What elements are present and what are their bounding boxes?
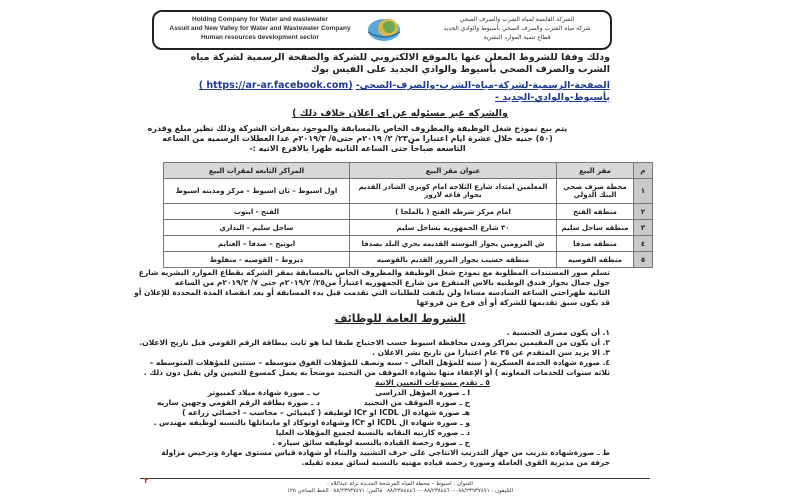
sale-notice-line: التاسعه صباحاً حتى الساعه الثانيه ظهرا بالافرع الاتيه :- (249, 144, 466, 153)
docs-title: ٥ ـ تقدم مسوغات التعيين الاتية (375, 378, 490, 387)
row-address: منطقه حسيب بجوار المرور القديم بالقوصيه (350, 252, 557, 268)
row-location: منطقه ساحل سليم (557, 220, 634, 236)
condition-item: ثلاثه سنوات للخدمات المعاونه ) أو الإعفاء منها بشهادة الموقف من التجنيد موضحاً به يعمل كمسوغ للتعيين ولن يقبل دون ذلك . (143, 368, 610, 377)
doc-item: حرفة من مديرية القوى العاملة وصوره رخصه قياده مهنيه بالنسبه لسائق معده ثقيله. (301, 458, 610, 467)
delivery-line: الثانيه ظهراحتي الساعه السادسه مساءا ولن يلتفت للطلبات التي تقدمت قبل بدء المسابقة أو بعد انقضاء المدة المحددة للإعلان أو (134, 288, 610, 297)
condition-item: ١. أن يكون مصرى الجنسية . (506, 328, 610, 337)
col-header-centers: المراكز التابعه لمقرات البيع (164, 163, 350, 179)
row-centers: ديروط – القوصيه - منفلوط (164, 252, 350, 268)
facebook-link-block (110, 80, 610, 104)
delivery-line: قد يكون سبق تقديمها للشركة أو أى فرع من فروعها (416, 298, 610, 307)
doc-item: ح ـ صورة رخصة القيادة بالنسبه لوظيفه سائق سياره . (272, 438, 470, 447)
page-number: ٢ (144, 476, 149, 485)
docs-pair-row (105, 398, 610, 408)
table-row (164, 179, 653, 204)
doc-item: هـ صورة شهاده ال ICDL او IC٣ لوظيفه ( كيميائي – محاسب – اخصائي زراعه ) (182, 408, 470, 417)
footer (100, 481, 700, 495)
delivery-line: جول جمال بجوار فندق الوطنيه بالاس المتفرع من شارع الجمهوريه اعتباراً من٢٥/ ٢٠١٩/٢م حتى ٧/ ٢٠١٩/٣م من الساعه (174, 278, 610, 287)
delivery-line: تسلم صور المستندات المطلوبة مع نموذج شغل الوظيفة والمظروف الخاص بالمسابقة بمقر الشركه بقطاع الموارد البشريه شارع (138, 268, 610, 277)
letterhead-english (160, 15, 360, 42)
col-header-number: م (634, 163, 653, 179)
sale-notice (105, 124, 610, 154)
sales-locations-table (163, 162, 653, 268)
general-conditions-list (105, 328, 610, 468)
facebook-url-link[interactable]: (https://ar-ar.facebook.com ) (198, 80, 353, 91)
docs-pair-row (105, 388, 610, 398)
letterhead (152, 10, 612, 50)
row-centers: الفتح - ابنوب (164, 204, 350, 220)
doc-item: ج ـ صوره الموقف من التجنيد (363, 398, 470, 407)
row-location: منطقه صدفا (557, 236, 634, 252)
condition-item: ٢. أن يكون من المقيمين بمراكز ومدن محافظة اسيوط حسب الاحتياج طبقا لما هو ثابت ببطاقة الرقم القومي قبل تاريخ الاعلان. (139, 338, 610, 347)
disclaimer: والشركه غير مسئوله عن اى اعلان خلاف ذلك ) (292, 108, 508, 119)
row-address: المعلمين امتداد شارع الثلاجه امام كوبري الشادر القديم بجوار قاعه لاروز (350, 179, 557, 204)
row-location: منطقه الفتح (557, 204, 634, 220)
row-number: ٢ (634, 204, 653, 220)
row-centers: اول اسيوط – ثان اسيوط – مركز ومدينه اسيوط (164, 179, 350, 204)
row-location: منطقه القوصيه (557, 252, 634, 268)
sale-notice-line: (٥٠) جنيه خلال عشرة ايام اعتبارا من٢٣/ ٢/ ٢٠١٩م حتى٥/ ٢٠١٩/٣م عدا العطلات الرسميه من الساعه (162, 134, 553, 143)
intro-line: الشرب والصرف الصحي بأسيوط والوادي الجديد على الفيس بوك (310, 64, 610, 75)
condition-item: ٤. صورة شهادة الخدمة العسكرية ( سنه للمؤهل العالي – سنه ونصف للمؤهلات الفوق متوسطه – سنتين للمؤهلات المتوسطه – (149, 358, 610, 367)
row-centers: ابوتيج – صدفا – الغنايم (164, 236, 350, 252)
row-location: محطة صرف صحي البنك الدولي (557, 179, 634, 204)
row-number: ٣ (634, 220, 653, 236)
doc-item: د ـ صورة بطاقه الرقم القومي وجهين ساريه (156, 398, 320, 407)
doc-item: ذ ـ صوره كارنيه النقابه بالنسبة لجميع المؤهلات العليا (275, 428, 470, 437)
table-header-row (164, 163, 653, 179)
letterhead-arabic (432, 15, 602, 42)
row-address: امام مركز شرطه الفتح ( بالملجا ) (350, 204, 557, 220)
letterhead-ar-line: شركة مياه الشرب والصرف الصحي بأسيوط والوادي الجديد (443, 25, 591, 32)
intro-paragraph (110, 52, 610, 76)
col-header-location: مقر البيع (557, 163, 634, 179)
letterhead-ar-line: قطاع تنمية الموارد البشرية (483, 34, 551, 41)
section-title-general-conditions: الشروط العامة للوظائف (334, 312, 466, 325)
intro-line: وذلك وفقا للشروط المعلن عنها بالموقع الالكتروني للشركة والصفحة الرسمية لشركة مياه (190, 52, 610, 63)
col-header-address: عنوان مقر البيع (350, 163, 557, 179)
footer-address: العنوان : اسيوط – محطة المياه المرشحة الجديدة نزلة عبداللاه . (327, 481, 473, 487)
doc-item: ط ـ صورةشهادة تدريب من جهاز التدريب الانتاجي على حرف التشييد والبناء أو شهادة قياس مستوى مهارة وترخيص مزاولة (161, 448, 610, 457)
condition-item: ٣. الا يزيد سن المتقدم عن ٣٥ عام اعتبارا من تاريخ نشر الاعلان . (372, 348, 610, 357)
table-row (164, 252, 653, 268)
letterhead-ar-line: الشركة القابضة لمياه الشرب والصرف الصحي (459, 16, 575, 23)
row-address: ٣٠ شارع الجمهوريه بساحل سليم (350, 220, 557, 236)
document-page (100, 0, 700, 500)
sale-notice-line: يتم بيع نموذج شغل الوظيفة والمظروف الخاص بالمسابقة والموجود بمقرات الشركة وذلك نظير مبلغ وقدره (147, 124, 568, 133)
doc-item: و ـ صورة شهاده ال ICDL او IC٣ وشهادة اوتوكاد او مايماثلها بالنسبه لوظيفه مهندس . (153, 418, 470, 427)
letterhead-en-line: Assuit and New Valley for Water and Wastewater Company (169, 25, 351, 32)
table-row (164, 236, 653, 252)
row-number: ١ (634, 179, 653, 204)
company-logo-icon (366, 16, 406, 42)
doc-item: ب ـ صورة شهادة ميلاد كمبيوتر (207, 388, 320, 397)
row-number: ٤ (634, 236, 653, 252)
footer-phones: التليفون : ٠٨٨/٢٣٩٣٧٤٧١–٠٨٨/٢٣٨٤٤٦٠–٠٨٨/٢٣٨٤٤٤٦٠ فاكس: ٠٨٨/٢٣٩٣٧٤٧١ الخط الساخن ١٢٥ (286, 488, 514, 494)
doc-item: ا ـ صورة المؤهل الدراسى (375, 388, 470, 397)
delivery-notice (105, 268, 610, 308)
row-centers: ساحل سليم - البداري (164, 220, 350, 236)
footer-divider (140, 478, 650, 479)
row-number: ٥ (634, 252, 653, 268)
row-address: ش المرومين بجوار البوسته القديمه بحري البلد بصدفا (350, 236, 557, 252)
table-row (164, 204, 653, 220)
letterhead-en-line: Holding Company for Water and wastewater (192, 16, 328, 23)
facebook-page-link[interactable]: الصفحة-الرسمية-لشركة-مياه-الشرب-والصرف-الصحي- (355, 80, 610, 91)
facebook-page-link-cont[interactable]: بأسيوط-والوادي-الجديد - (494, 92, 610, 103)
table-row (164, 220, 653, 236)
letterhead-en-line: Human resources development sector (200, 34, 320, 41)
